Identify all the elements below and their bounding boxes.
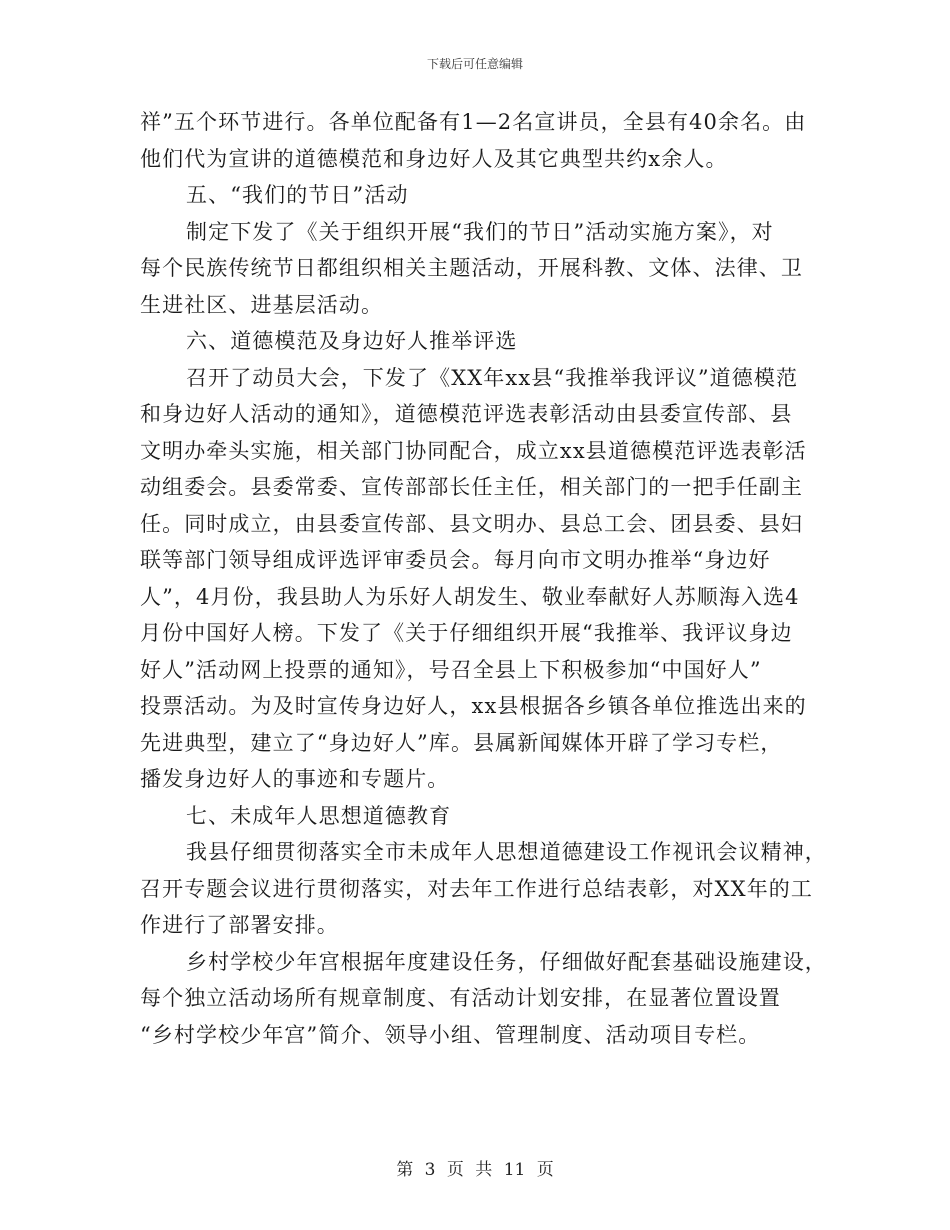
text-line: 祥”五个环节进行。各单位配备有1—2名宣讲员，全县有40余名。由 <box>140 110 807 134</box>
text-line: 联等部门领导组成评选评审委员会。每月向市文明办推举“身边好 <box>140 548 771 572</box>
text-line: 我县仔细贯彻落实全市未成年人思想道德建设工作视讯会议精神， <box>186 840 827 864</box>
text-line: 文明办牵头实施，相关部门协同配合，成立xx县道德模范评选表彰活 <box>140 438 807 463</box>
text-line: 六、道德模范及身边好人推举评选 <box>186 329 518 353</box>
text-line: 召开了动员大会，下发了《XX年xx县“我推举我评议”道德模范 <box>186 365 799 390</box>
text-line: 乡村学校少年宫根据年度建设任务，仔细做好配套基础设施建设， <box>186 949 827 974</box>
text-line: 人”，4月份，我县助人为乐好人胡发生、敬业奉献好人苏顺海入选4 <box>140 584 800 609</box>
text-line: 先进典型，建立了“身边好人”库。县属新闻媒体开辟了学习专栏， <box>140 730 783 755</box>
text-line: 每个独立活动场所有规章制度、有活动计划安排，在显著位置设置 <box>140 986 781 1010</box>
text-line: 生进社区、进基层活动。 <box>140 292 384 317</box>
text-line: 好人”活动网上投票的通知》，号召全县上下积极参加“中国好人” <box>140 657 762 682</box>
text-line: 和身边好人活动的通知》，道德模范评选表彰活动由县委宣传部、县 <box>140 402 793 426</box>
document-body <box>140 104 827 1053</box>
text-line: 动组委会。县委常委、宣传部部长任主任，相关部门的一把手任副主 <box>140 475 803 499</box>
text-line: 播发身边好人的事迹和专题片。 <box>140 767 450 791</box>
text-line: 他们代为宣讲的道德模范和身边好人及其它典型共约x余人。 <box>140 146 728 171</box>
page-header: 下载后可任意编辑 <box>426 57 523 71</box>
text-line: 七、未成年人思想道德教育 <box>186 803 452 828</box>
page-footer: 第 3 页 共 11 页 <box>396 1160 554 1180</box>
text-line: 任。同时成立，由县委宣传部、县文明办、县总工会、团县委、县妇 <box>140 511 803 536</box>
text-line: 月份中国好人榜。下发了《关于仔细组织开展“我推举、我评议身边 <box>140 621 793 645</box>
text-line: 制定下发了《关于组织开展“我们的节日”活动实施方案》，对 <box>186 219 774 244</box>
text-line: “乡村学校少年宫”简介、领导小组、管理制度、活动项目专栏。 <box>140 1022 761 1047</box>
text-line: 每个民族传统节日都组织相关主题活动，开展科教、文体、法律、卫 <box>140 256 803 280</box>
text-line: 作进行了部署安排。 <box>140 913 339 937</box>
text-line: 召开专题会议进行贯彻落实，对去年工作进行总结表彰，对XX年的工 <box>140 876 813 901</box>
text-line: 投票活动。为及时宣传身边好人，xx县根据各乡镇各单位推选出来的 <box>140 694 807 718</box>
text-line: 五、“我们的节日”活动 <box>186 183 409 207</box>
